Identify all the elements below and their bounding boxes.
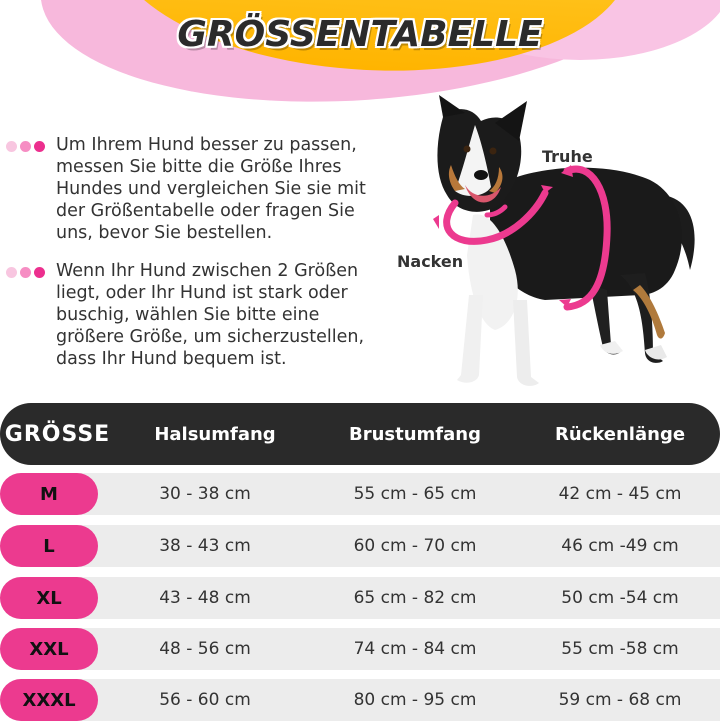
header-size: GRÖSSE <box>4 421 111 447</box>
chest-value: 74 cm - 84 cm <box>353 639 477 659</box>
table-row <box>0 679 720 721</box>
chest-label: Truhe <box>542 147 593 166</box>
neck-value: 43 - 48 cm <box>159 588 251 608</box>
header-chest: Brustumfang <box>349 423 481 445</box>
instruction-item <box>6 134 386 244</box>
back-value: 50 cm -54 cm <box>561 588 679 608</box>
header-neck: Halsumfang <box>154 423 276 445</box>
table-row <box>0 525 720 567</box>
table-row <box>0 473 720 515</box>
dog-measurement-figure <box>395 95 715 400</box>
chest-value: 65 cm - 82 cm <box>353 588 477 608</box>
back-value: 46 cm -49 cm <box>561 536 679 556</box>
size-badge: XL <box>0 577 98 619</box>
neck-value: 56 - 60 cm <box>159 690 251 710</box>
dog-illustration <box>395 95 715 400</box>
neck-value: 38 - 43 cm <box>159 536 251 556</box>
chest-value: 80 cm - 95 cm <box>353 690 477 710</box>
chest-value: 60 cm - 70 cm <box>353 536 477 556</box>
back-value: 59 cm - 68 cm <box>558 690 682 710</box>
neck-value: 48 - 56 cm <box>159 639 251 659</box>
size-badge: M <box>0 473 98 515</box>
header-back: Rückenlänge <box>554 423 686 445</box>
table-row <box>0 577 720 619</box>
size-badge: XXL <box>0 628 98 670</box>
size-badge: L <box>0 525 98 567</box>
bullet-dots-icon <box>6 134 56 152</box>
size-badge: XXXL <box>0 679 98 721</box>
neck-value: 30 - 38 cm <box>159 484 251 504</box>
table-row <box>0 628 720 670</box>
chest-value: 55 cm - 65 cm <box>353 484 477 504</box>
instruction-item <box>6 260 386 370</box>
instructions-list <box>6 134 386 386</box>
size-table-header <box>0 403 720 465</box>
instruction-text: Wenn Ihr Hund zwischen 2 Größen liegt, oder Ihr Hund ist stark oder buschig, wählen Sie bitte eine größere Größe, um sicherzustellen, dass Ihr Hund bequem ist. <box>56 261 365 369</box>
page-title: GRÖSSENTABELLE <box>177 14 543 55</box>
back-value: 42 cm - 45 cm <box>558 484 682 504</box>
back-value: 55 cm -58 cm <box>561 639 679 659</box>
neck-label: Nacken <box>397 252 464 271</box>
bullet-dots-icon <box>6 260 56 278</box>
instruction-text: Um Ihrem Hund besser zu passen, messen Sie bitte die Größe Ihres Hundes und vergleichen Sie sie mit der Größentabelle oder fragen Sie uns, bevor Sie bestellen. <box>56 135 366 243</box>
